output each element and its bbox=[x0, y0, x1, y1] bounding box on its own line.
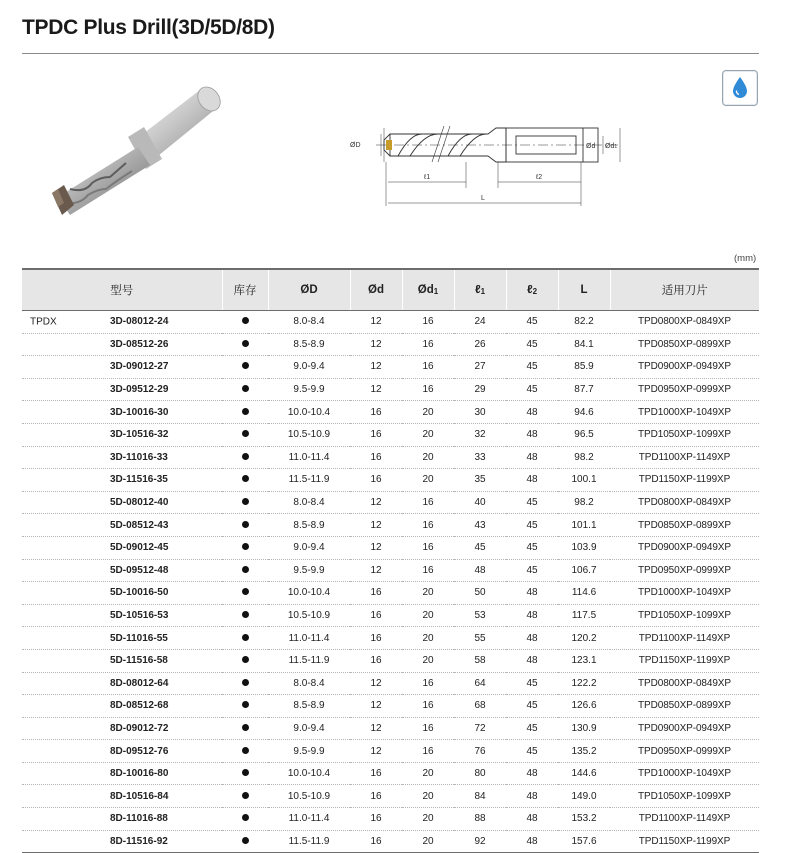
length-cell: 100.1 bbox=[558, 469, 610, 492]
length-cell: 84.1 bbox=[558, 333, 610, 356]
model-cell: 5D-09012-45 bbox=[22, 536, 222, 559]
header-stock: 库存 bbox=[222, 269, 268, 311]
model-cell: 3D-09012-27 bbox=[22, 356, 222, 379]
od-cell: 8.5-8.9 bbox=[268, 333, 350, 356]
table-row bbox=[22, 762, 759, 785]
l1-cell: 76 bbox=[454, 740, 506, 763]
insert-cell: TPD0800XP-0849XP bbox=[610, 491, 759, 514]
table-row bbox=[22, 808, 759, 831]
stock-cell bbox=[222, 356, 268, 379]
length-cell: 85.9 bbox=[558, 356, 610, 379]
header-d1: Ød1 bbox=[402, 269, 454, 311]
d1-cell: 20 bbox=[402, 830, 454, 853]
model-cell: 3D-11516-35 bbox=[22, 469, 222, 492]
d1-cell: 16 bbox=[402, 491, 454, 514]
insert-cell: TPD0900XP-0949XP bbox=[610, 356, 759, 379]
length-cell: 144.6 bbox=[558, 762, 610, 785]
l1-cell: 53 bbox=[454, 604, 506, 627]
insert-cell: TPD0800XP-0849XP bbox=[610, 311, 759, 334]
length-cell: 135.2 bbox=[558, 740, 610, 763]
l1-cell: 29 bbox=[454, 378, 506, 401]
table-row bbox=[22, 830, 759, 853]
d-cell: 16 bbox=[350, 830, 402, 853]
header-insert: 适用刀片 bbox=[610, 269, 759, 311]
d-cell: 16 bbox=[350, 446, 402, 469]
l2-cell: 45 bbox=[506, 536, 558, 559]
od-cell: 8.5-8.9 bbox=[268, 695, 350, 718]
l2-cell: 45 bbox=[506, 514, 558, 537]
model-cell: 5D-09512-48 bbox=[22, 559, 222, 582]
insert-cell: TPD0850XP-0899XP bbox=[610, 695, 759, 718]
insert-cell: TPD1000XP-1049XP bbox=[610, 582, 759, 605]
stock-cell bbox=[222, 717, 268, 740]
l1-cell: 33 bbox=[454, 446, 506, 469]
od-cell: 10.0-10.4 bbox=[268, 401, 350, 424]
insert-cell: TPD0950XP-0999XP bbox=[610, 740, 759, 763]
insert-cell: TPD0950XP-0999XP bbox=[610, 559, 759, 582]
od-cell: 9.5-9.9 bbox=[268, 378, 350, 401]
l1-cell: 64 bbox=[454, 672, 506, 695]
model-cell bbox=[22, 311, 222, 334]
diagram-label-d1: Ød1 bbox=[605, 143, 618, 150]
table-row bbox=[22, 604, 759, 627]
insert-cell: TPD1150XP-1199XP bbox=[610, 469, 759, 492]
diagram-label-d: Ød bbox=[586, 143, 596, 150]
in-stock-dot-icon bbox=[242, 837, 249, 844]
insert-cell: TPD1000XP-1049XP bbox=[610, 401, 759, 424]
l1-cell: 43 bbox=[454, 514, 506, 537]
in-stock-dot-icon bbox=[242, 543, 249, 550]
table-row bbox=[22, 559, 759, 582]
length-cell: 157.6 bbox=[558, 830, 610, 853]
d-cell: 12 bbox=[350, 740, 402, 763]
model-cell: 8D-08512-68 bbox=[22, 695, 222, 718]
l2-cell: 45 bbox=[506, 672, 558, 695]
model-cell: 8D-10016-80 bbox=[22, 762, 222, 785]
length-cell: 120.2 bbox=[558, 627, 610, 650]
od-cell: 8.0-8.4 bbox=[268, 311, 350, 334]
stock-cell bbox=[222, 740, 268, 763]
insert-cell: TPD0850XP-0899XP bbox=[610, 333, 759, 356]
model-cell: 3D-09512-29 bbox=[22, 378, 222, 401]
header-l2: ℓ2 bbox=[506, 269, 558, 311]
l1-cell: 45 bbox=[454, 536, 506, 559]
stock-cell bbox=[222, 582, 268, 605]
l2-cell: 48 bbox=[506, 627, 558, 650]
model-cell: 5D-11516-58 bbox=[22, 649, 222, 672]
length-cell: 98.2 bbox=[558, 446, 610, 469]
model-cell: 8D-11016-88 bbox=[22, 808, 222, 831]
l1-cell: 50 bbox=[454, 582, 506, 605]
d-cell: 16 bbox=[350, 469, 402, 492]
l2-cell: 48 bbox=[506, 762, 558, 785]
length-cell: 153.2 bbox=[558, 808, 610, 831]
in-stock-dot-icon bbox=[242, 453, 249, 460]
d-cell: 12 bbox=[350, 672, 402, 695]
l1-cell: 55 bbox=[454, 627, 506, 650]
model-cell: 5D-10016-50 bbox=[22, 582, 222, 605]
l1-cell: 40 bbox=[454, 491, 506, 514]
d1-cell: 16 bbox=[402, 356, 454, 379]
table-row bbox=[22, 469, 759, 492]
l2-cell: 48 bbox=[506, 649, 558, 672]
l1-cell: 30 bbox=[454, 401, 506, 424]
in-stock-dot-icon bbox=[242, 588, 249, 595]
insert-cell: TPD0850XP-0899XP bbox=[610, 514, 759, 537]
d1-cell: 16 bbox=[402, 672, 454, 695]
stock-cell bbox=[222, 401, 268, 424]
d-cell: 16 bbox=[350, 401, 402, 424]
table-row bbox=[22, 536, 759, 559]
stock-cell bbox=[222, 762, 268, 785]
length-cell: 101.1 bbox=[558, 514, 610, 537]
header-model: 型号 bbox=[22, 269, 222, 311]
insert-cell: TPD1150XP-1199XP bbox=[610, 830, 759, 853]
l2-cell: 45 bbox=[506, 695, 558, 718]
table-row bbox=[22, 740, 759, 763]
table-row bbox=[22, 356, 759, 379]
table-row bbox=[22, 627, 759, 650]
stock-cell bbox=[222, 785, 268, 808]
stock-cell bbox=[222, 627, 268, 650]
d-cell: 12 bbox=[350, 559, 402, 582]
l2-cell: 45 bbox=[506, 333, 558, 356]
d-cell: 12 bbox=[350, 356, 402, 379]
od-cell: 10.5-10.9 bbox=[268, 785, 350, 808]
od-cell: 11.5-11.9 bbox=[268, 469, 350, 492]
insert-cell: TPD1100XP-1149XP bbox=[610, 808, 759, 831]
insert-cell: TPD1000XP-1049XP bbox=[610, 762, 759, 785]
coolant-indicator bbox=[722, 70, 758, 106]
table-row bbox=[22, 649, 759, 672]
l1-cell: 26 bbox=[454, 333, 506, 356]
d-cell: 12 bbox=[350, 536, 402, 559]
table-row bbox=[22, 695, 759, 718]
length-cell: 96.5 bbox=[558, 423, 610, 446]
l2-cell: 48 bbox=[506, 604, 558, 627]
od-cell: 8.5-8.9 bbox=[268, 514, 350, 537]
header-l1: ℓ1 bbox=[454, 269, 506, 311]
coolant-drop-icon bbox=[731, 76, 749, 100]
in-stock-dot-icon bbox=[242, 521, 249, 528]
insert-cell: TPD0950XP-0999XP bbox=[610, 378, 759, 401]
length-cell: 123.1 bbox=[558, 649, 610, 672]
header-OD: ØD bbox=[268, 269, 350, 311]
in-stock-dot-icon bbox=[242, 634, 249, 641]
table-row bbox=[22, 446, 759, 469]
d1-cell: 20 bbox=[402, 446, 454, 469]
in-stock-dot-icon bbox=[242, 566, 249, 573]
in-stock-dot-icon bbox=[242, 747, 249, 754]
model-code: 3D-08012-24 bbox=[110, 316, 169, 328]
d-cell: 16 bbox=[350, 604, 402, 627]
insert-cell: TPD1050XP-1099XP bbox=[610, 423, 759, 446]
d-cell: 12 bbox=[350, 311, 402, 334]
stock-cell bbox=[222, 446, 268, 469]
d1-cell: 16 bbox=[402, 311, 454, 334]
d1-cell: 20 bbox=[402, 627, 454, 650]
l1-cell: 92 bbox=[454, 830, 506, 853]
in-stock-dot-icon bbox=[242, 362, 249, 369]
in-stock-dot-icon bbox=[242, 430, 249, 437]
od-cell: 9.0-9.4 bbox=[268, 356, 350, 379]
model-cell: 5D-10516-53 bbox=[22, 604, 222, 627]
in-stock-dot-icon bbox=[242, 701, 249, 708]
in-stock-dot-icon bbox=[242, 340, 249, 347]
od-cell: 11.5-11.9 bbox=[268, 830, 350, 853]
in-stock-dot-icon bbox=[242, 814, 249, 821]
series-label: TPDX bbox=[30, 316, 57, 328]
d-cell: 16 bbox=[350, 785, 402, 808]
l1-cell: 68 bbox=[454, 695, 506, 718]
d1-cell: 20 bbox=[402, 582, 454, 605]
od-cell: 10.0-10.4 bbox=[268, 582, 350, 605]
insert-cell: TPD0800XP-0849XP bbox=[610, 672, 759, 695]
in-stock-dot-icon bbox=[242, 408, 249, 415]
model-cell: 8D-09012-72 bbox=[22, 717, 222, 740]
l2-cell: 45 bbox=[506, 356, 558, 379]
table-row bbox=[22, 582, 759, 605]
d-cell: 16 bbox=[350, 627, 402, 650]
stock-cell bbox=[222, 649, 268, 672]
d-cell: 12 bbox=[350, 695, 402, 718]
l2-cell: 45 bbox=[506, 559, 558, 582]
stock-cell bbox=[222, 808, 268, 831]
insert-cell: TPD1150XP-1199XP bbox=[610, 649, 759, 672]
d1-cell: 20 bbox=[402, 649, 454, 672]
d1-cell: 20 bbox=[402, 762, 454, 785]
table-row bbox=[22, 514, 759, 537]
title-divider bbox=[22, 53, 759, 54]
diagram-label-l2: ℓ2 bbox=[536, 174, 543, 181]
length-cell: 94.6 bbox=[558, 401, 610, 424]
l2-cell: 45 bbox=[506, 311, 558, 334]
d1-cell: 20 bbox=[402, 423, 454, 446]
stock-cell bbox=[222, 559, 268, 582]
od-cell: 9.0-9.4 bbox=[268, 717, 350, 740]
od-cell: 11.5-11.9 bbox=[268, 649, 350, 672]
l2-cell: 48 bbox=[506, 469, 558, 492]
od-cell: 9.5-9.9 bbox=[268, 559, 350, 582]
length-cell: 82.2 bbox=[558, 311, 610, 334]
d-cell: 16 bbox=[350, 582, 402, 605]
d-cell: 12 bbox=[350, 491, 402, 514]
l2-cell: 48 bbox=[506, 785, 558, 808]
stock-cell bbox=[222, 311, 268, 334]
length-cell: 114.6 bbox=[558, 582, 610, 605]
length-cell: 126.6 bbox=[558, 695, 610, 718]
model-cell: 3D-10516-32 bbox=[22, 423, 222, 446]
d1-cell: 16 bbox=[402, 695, 454, 718]
diagram-label-OD: ØD bbox=[350, 142, 361, 149]
l1-cell: 27 bbox=[454, 356, 506, 379]
d1-cell: 20 bbox=[402, 401, 454, 424]
insert-cell: TPD1100XP-1149XP bbox=[610, 446, 759, 469]
stock-cell bbox=[222, 469, 268, 492]
diagram-insert bbox=[386, 140, 392, 150]
model-cell: 8D-11516-92 bbox=[22, 830, 222, 853]
d1-cell: 20 bbox=[402, 469, 454, 492]
insert-cell: TPD1050XP-1099XP bbox=[610, 785, 759, 808]
l1-cell: 48 bbox=[454, 559, 506, 582]
l2-cell: 45 bbox=[506, 491, 558, 514]
l2-cell: 45 bbox=[506, 378, 558, 401]
d1-cell: 16 bbox=[402, 333, 454, 356]
table-row bbox=[22, 401, 759, 424]
model-cell: 5D-11016-55 bbox=[22, 627, 222, 650]
od-cell: 10.5-10.9 bbox=[268, 423, 350, 446]
insert-cell: TPD1100XP-1149XP bbox=[610, 627, 759, 650]
l1-cell: 88 bbox=[454, 808, 506, 831]
od-cell: 11.0-11.4 bbox=[268, 627, 350, 650]
insert-cell: TPD1050XP-1099XP bbox=[610, 604, 759, 627]
d1-cell: 20 bbox=[402, 808, 454, 831]
stock-cell bbox=[222, 830, 268, 853]
table-row bbox=[22, 785, 759, 808]
stock-cell bbox=[222, 604, 268, 627]
length-cell: 98.2 bbox=[558, 491, 610, 514]
table-row bbox=[22, 423, 759, 446]
stock-cell bbox=[222, 491, 268, 514]
table-header-row bbox=[22, 269, 759, 311]
model-cell: 5D-08012-40 bbox=[22, 491, 222, 514]
in-stock-dot-icon bbox=[242, 724, 249, 731]
od-cell: 8.0-8.4 bbox=[268, 491, 350, 514]
stock-cell bbox=[222, 672, 268, 695]
l2-cell: 48 bbox=[506, 423, 558, 446]
od-cell: 9.0-9.4 bbox=[268, 536, 350, 559]
l1-cell: 72 bbox=[454, 717, 506, 740]
od-cell: 11.0-11.4 bbox=[268, 808, 350, 831]
l2-cell: 48 bbox=[506, 401, 558, 424]
d1-cell: 16 bbox=[402, 514, 454, 537]
in-stock-dot-icon bbox=[242, 611, 249, 618]
l1-cell: 35 bbox=[454, 469, 506, 492]
table-row bbox=[22, 333, 759, 356]
diagram-label-l1: ℓ1 bbox=[424, 174, 431, 181]
od-cell: 10.0-10.4 bbox=[268, 762, 350, 785]
stock-cell bbox=[222, 514, 268, 537]
l1-cell: 84 bbox=[454, 785, 506, 808]
od-cell: 9.5-9.9 bbox=[268, 740, 350, 763]
l1-cell: 80 bbox=[454, 762, 506, 785]
d-cell: 12 bbox=[350, 378, 402, 401]
drill-photo bbox=[40, 85, 230, 225]
in-stock-dot-icon bbox=[242, 679, 249, 686]
length-cell: 122.2 bbox=[558, 672, 610, 695]
stock-cell bbox=[222, 378, 268, 401]
l2-cell: 48 bbox=[506, 582, 558, 605]
stock-cell bbox=[222, 536, 268, 559]
model-cell: 3D-11016-33 bbox=[22, 446, 222, 469]
in-stock-dot-icon bbox=[242, 498, 249, 505]
table-row bbox=[22, 491, 759, 514]
stock-cell bbox=[222, 423, 268, 446]
d1-cell: 16 bbox=[402, 559, 454, 582]
od-cell: 8.0-8.4 bbox=[268, 672, 350, 695]
l2-cell: 48 bbox=[506, 808, 558, 831]
od-cell: 11.0-11.4 bbox=[268, 446, 350, 469]
insert-cell: TPD0900XP-0949XP bbox=[610, 717, 759, 740]
in-stock-dot-icon bbox=[242, 475, 249, 482]
drill-dimension-diagram bbox=[348, 110, 633, 210]
table-row bbox=[22, 672, 759, 695]
page-title: TPDC Plus Drill(3D/5D/8D) bbox=[22, 16, 275, 39]
table-row bbox=[22, 311, 759, 334]
d1-cell: 16 bbox=[402, 740, 454, 763]
in-stock-dot-icon bbox=[242, 385, 249, 392]
d-cell: 16 bbox=[350, 649, 402, 672]
model-cell: 3D-08512-26 bbox=[22, 333, 222, 356]
d1-cell: 16 bbox=[402, 378, 454, 401]
table-row bbox=[22, 717, 759, 740]
d1-cell: 16 bbox=[402, 536, 454, 559]
length-cell: 117.5 bbox=[558, 604, 610, 627]
diagram-label-L: L bbox=[481, 195, 485, 202]
table-body bbox=[22, 311, 759, 853]
model-cell: 8D-08012-64 bbox=[22, 672, 222, 695]
insert-cell: TPD0900XP-0949XP bbox=[610, 536, 759, 559]
length-cell: 87.7 bbox=[558, 378, 610, 401]
unit-label: (mm) bbox=[734, 253, 757, 264]
od-cell: 10.5-10.9 bbox=[268, 604, 350, 627]
length-cell: 106.7 bbox=[558, 559, 610, 582]
d-cell: 12 bbox=[350, 333, 402, 356]
d-cell: 16 bbox=[350, 423, 402, 446]
d-cell: 12 bbox=[350, 717, 402, 740]
header-L: L bbox=[558, 269, 610, 311]
l1-cell: 58 bbox=[454, 649, 506, 672]
model-cell: 5D-08512-43 bbox=[22, 514, 222, 537]
length-cell: 103.9 bbox=[558, 536, 610, 559]
l1-cell: 32 bbox=[454, 423, 506, 446]
in-stock-dot-icon bbox=[242, 769, 249, 776]
d-cell: 16 bbox=[350, 808, 402, 831]
model-cell: 3D-10016-30 bbox=[22, 401, 222, 424]
d1-cell: 20 bbox=[402, 785, 454, 808]
l2-cell: 45 bbox=[506, 717, 558, 740]
d-cell: 16 bbox=[350, 762, 402, 785]
model-cell: 8D-09512-76 bbox=[22, 740, 222, 763]
d1-cell: 16 bbox=[402, 717, 454, 740]
length-cell: 149.0 bbox=[558, 785, 610, 808]
in-stock-dot-icon bbox=[242, 317, 249, 324]
table-row bbox=[22, 378, 759, 401]
header-d: Ød bbox=[350, 269, 402, 311]
l1-cell: 24 bbox=[454, 311, 506, 334]
specification-table bbox=[22, 268, 759, 853]
in-stock-dot-icon bbox=[242, 792, 249, 799]
l2-cell: 48 bbox=[506, 830, 558, 853]
d-cell: 12 bbox=[350, 514, 402, 537]
model-cell: 8D-10516-84 bbox=[22, 785, 222, 808]
length-cell: 130.9 bbox=[558, 717, 610, 740]
l2-cell: 48 bbox=[506, 446, 558, 469]
l2-cell: 45 bbox=[506, 740, 558, 763]
in-stock-dot-icon bbox=[242, 656, 249, 663]
d1-cell: 20 bbox=[402, 604, 454, 627]
stock-cell bbox=[222, 333, 268, 356]
stock-cell bbox=[222, 695, 268, 718]
